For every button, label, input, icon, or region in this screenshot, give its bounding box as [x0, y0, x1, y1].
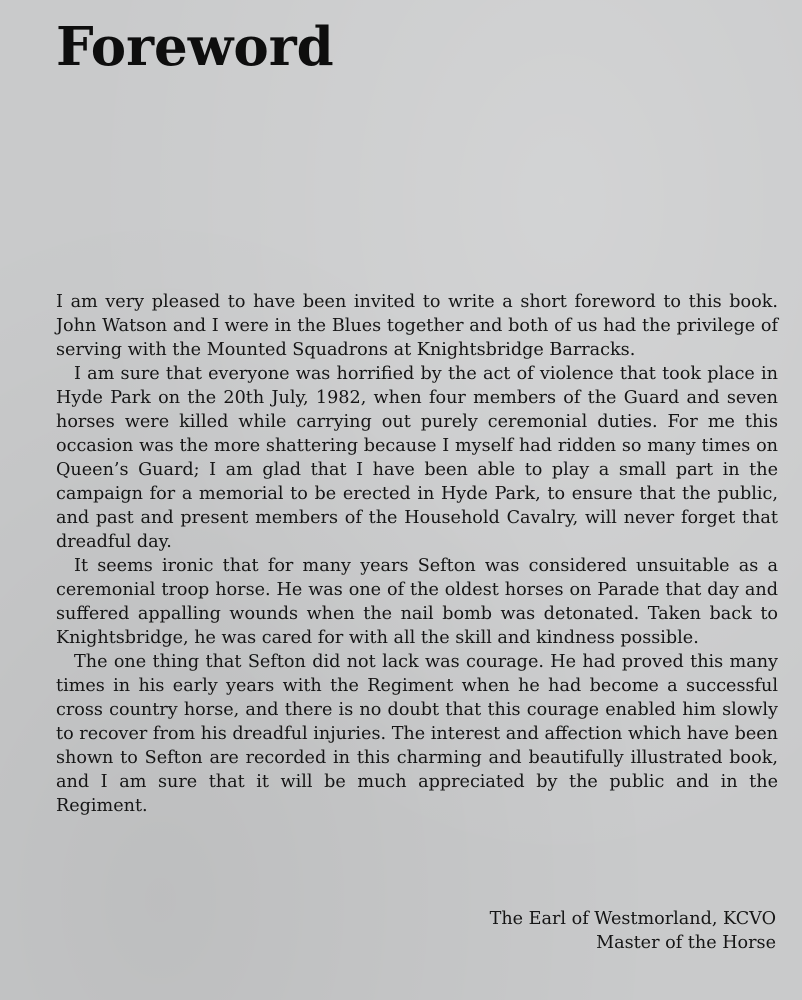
paragraph-1: I am very pleased to have been invited to write a short foreword to this book. John Watson and I were in the Blues together and both of us had the privilege of serving with the Mounted Squadrons at Knightsbridge Barracks. — [56, 292, 778, 360]
paragraph-3: It seems ironic that for many years Sefton was considered unsuitable as a ceremonial troop horse. He was one of the oldest horses on Parade that day and suffered appalling wounds when the nail bomb was detonated. Taken back to Knightsbridge, he was cared for with all the skill and kindness possible. — [56, 556, 778, 648]
paragraph-4: The one thing that Sefton did not lack was courage. He had proved this many times in his early years with the Regiment when he had become a successful cross country horse, and there is no doubt that this courage enabled him slowly to recover from his dreadful injuries. The interest and affection which have been shown to Sefton are recorded in this charming and beautifully illustrated book, and I am sure that it will be much appreciated by the public and in the Regiment. — [56, 652, 778, 816]
signature-role: Master of the Horse — [596, 933, 776, 953]
foreword-body — [56, 290, 778, 818]
page-title: Foreword — [56, 16, 334, 78]
signature-block — [490, 907, 776, 955]
paragraph-2: I am sure that everyone was horrified by the act of violence that took place in Hyde Park on the 20th July, 1982, when four members of the Guard and seven horses were killed while carrying out purely ceremonial duties. For me this occasion was the more shattering because I myself had ridden so many times on Queen’s Guard; I am glad that I have been able to play a small part in the campaign for a memorial to be erected in Hyde Park, to ensure that the public, and past and present members of the Household Cavalry, will never forget that dreadful day. — [56, 364, 778, 552]
signature-name: The Earl of Westmorland, KCVO — [489, 909, 776, 929]
